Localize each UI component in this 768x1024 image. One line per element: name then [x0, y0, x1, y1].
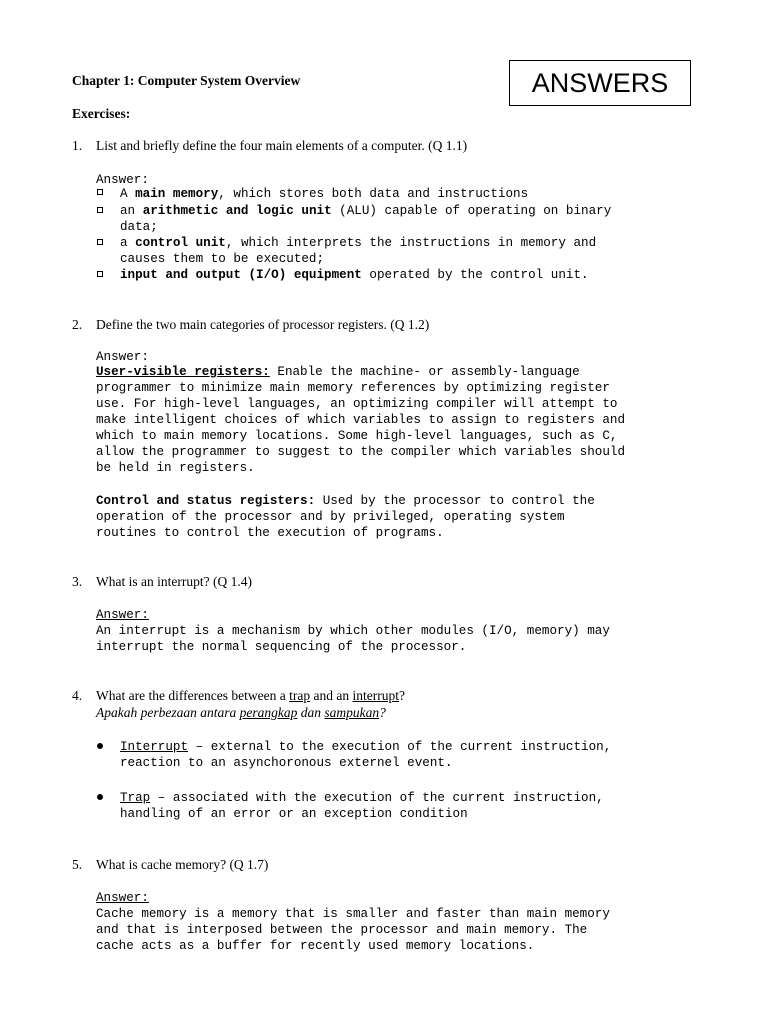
chapter-title: Chapter 1: Computer System Overview [72, 73, 301, 88]
q1-item-3-cont: causes them to be executed; [120, 252, 325, 266]
q2-p1-line-1: programmer to minimize main memory references by optimizing register [96, 381, 610, 395]
q2-question: Define the two main categories of processor registers. (Q 1.2) [96, 317, 430, 332]
q3-number: 3. [72, 574, 83, 589]
square-bullet-icon [97, 271, 103, 277]
bullet-dot-icon [97, 794, 103, 800]
q2-p1-line-6: be held in registers. [96, 461, 255, 475]
q1-question: List and briefly define the four main elements of a computer. (Q 1.1) [96, 138, 468, 153]
q3-answer-label: Answer: [96, 608, 149, 622]
q5-answer-line-2: cache acts as a buffer for recently used memory locations. [96, 939, 535, 953]
q4-question-malay: Apakah perbezaan antara perangkap dan sampukan? [96, 705, 386, 720]
q2-p1-line-3: make intelligent choices of which variables to assign to registers and [96, 413, 626, 427]
q4-bullet-trap: Trap – associated with the execution of the current instruction, [120, 791, 604, 805]
q4-bullet-interrupt-cont: reaction to an asynchoronous externel event. [120, 756, 453, 770]
q4-bullet-trap-cont: handling of an error or an exception condition [120, 807, 468, 821]
q1-item-1: A main memory, which stores both data and instructions [120, 187, 529, 201]
q1-answer-label: Answer: [96, 173, 149, 187]
q2-number: 2. [72, 317, 83, 332]
q5-answer-label: Answer: [96, 891, 149, 905]
q1-item-2-cont: data; [120, 220, 158, 234]
answers-box: ANSWERS [509, 60, 691, 106]
q1-item-4: input and output (I/O) equipment operated by the control unit. [120, 268, 589, 282]
square-bullet-icon [97, 239, 103, 245]
q2-p2-line-2: routines to control the execution of programs. [96, 526, 444, 540]
q2-p2-line-1: operation of the processor and by privileged, operating system [96, 510, 565, 524]
q4-question: What are the differences between a trap and an interrupt? [96, 688, 405, 703]
q4-bullet-interrupt: Interrupt – external to the execution of the current instruction, [120, 740, 612, 754]
square-bullet-icon [97, 189, 103, 195]
q1-item-2: an arithmetic and logic unit (ALU) capable of operating on binary [120, 204, 612, 218]
q3-question: What is an interrupt? (Q 1.4) [96, 574, 252, 589]
exercises-label: Exercises: [72, 106, 131, 121]
q1-number: 1. [72, 138, 83, 153]
q3-answer-line-0: An interrupt is a mechanism by which other modules (I/O, memory) may [96, 624, 610, 638]
q2-p2-line-0: Control and status registers: Used by the processor to control the [96, 494, 595, 508]
q2-answer-label: Answer: [96, 350, 149, 364]
q2-p1-line-0: User-visible registers: Enable the machine- or assembly-language [96, 365, 580, 379]
q5-answer-line-0: Cache memory is a memory that is smaller and faster than main memory [96, 907, 610, 921]
q5-answer-line-1: and that is interposed between the processor and main memory. The [96, 923, 588, 937]
bullet-dot-icon [97, 743, 103, 749]
q5-number: 5. [72, 857, 83, 872]
q2-p1-line-2: use. For high-level languages, an optimizing compiler will attempt to [96, 397, 618, 411]
q5-question: What is cache memory? (Q 1.7) [96, 857, 269, 872]
q2-p1-line-5: allow the programmer to suggest to the compiler which variables should [96, 445, 626, 459]
q3-answer-line-1: interrupt the normal sequencing of the processor. [96, 640, 467, 654]
q2-p1-line-4: which to main memory locations. Some high-level languages, such as C, [96, 429, 618, 443]
q4-number: 4. [72, 688, 83, 703]
q1-item-3: a control unit, which interprets the instructions in memory and [120, 236, 597, 250]
square-bullet-icon [97, 207, 103, 213]
